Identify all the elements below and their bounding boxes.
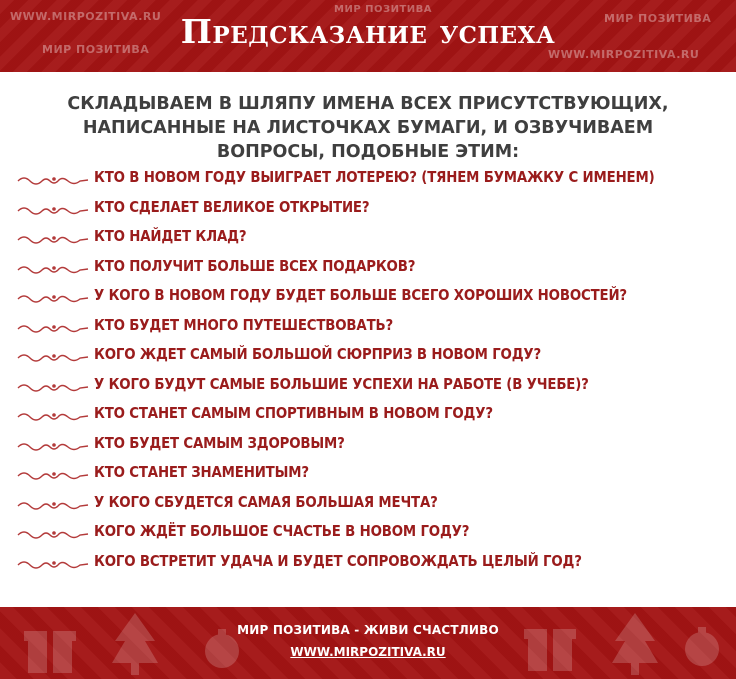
swirl-ornament-icon: [16, 409, 90, 423]
footer-banner: [0, 607, 736, 679]
swirl-ornament-icon: [16, 173, 90, 187]
swirl-ornament-icon: [16, 380, 90, 394]
question-item: [0, 255, 736, 285]
tree-icon: [110, 611, 160, 677]
question-text: У КОГО БУДУТ САМЫЕ БОЛЬШИЕ УСПЕХИ НА РАБОТЕ (В УЧЕБЕ)?: [94, 374, 589, 393]
question-item: [0, 432, 736, 462]
question-text: КТО НАЙДЕТ КЛАД?: [94, 227, 247, 245]
question-item: [0, 166, 736, 196]
watermark: МИР ПОЗИТИВА: [604, 12, 712, 25]
swirl-ornament-icon: [16, 291, 90, 305]
intro-text: СКЛАДЫВАЕМ В ШЛЯПУ ИМЕНА ВСЕХ ПРИСУТСТВУЮЩИХ, НАПИСАННЫЕ НА ЛИСТОЧКАХ БУМАГИ, И ОЗВУЧИВАЕМ ВОПРОСЫ, ПОДОБНЫЕ ЭТИМ:: [67, 94, 669, 162]
watermark: WWW.MIRPOZITIVA.RU: [548, 48, 700, 61]
question-item: [0, 225, 736, 255]
question-item: [0, 314, 736, 344]
question-item: [0, 343, 736, 373]
question-item: [0, 196, 736, 226]
swirl-ornament-icon: [16, 262, 90, 276]
question-text: КТО СТАНЕТ САМЫМ СПОРТИВНЫМ В НОВОМ ГОДУ?: [94, 404, 493, 422]
question-text: КТО БУДЕТ МНОГО ПУТЕШЕСТВОВАТЬ?: [94, 315, 394, 334]
question-item: [0, 491, 736, 521]
footer-slogan: МИР ПОЗИТИВА - ЖИВИ СЧАСТЛИВО: [237, 623, 499, 637]
swirl-ornament-icon: [16, 557, 90, 571]
question-item: [0, 520, 736, 550]
swirl-ornament-icon: [16, 232, 90, 246]
swirl-ornament-icon: [16, 203, 90, 217]
question-text: КОГО ВСТРЕТИТ УДАЧА И БУДЕТ СОПРОВОЖДАТЬ ЦЕЛЫЙ ГОД?: [94, 551, 582, 570]
question-text: КОГО ЖДЁТ БОЛЬШОЕ СЧАСТЬЕ В НОВОМ ГОДУ?: [94, 522, 470, 540]
question-text: У КОГО СБУДЕТСЯ САМАЯ БОЛЬШАЯ МЕЧТА?: [94, 492, 438, 511]
question-text: КТО В НОВОМ ГОДУ ВЫИГРАЕТ ЛОТЕРЕЮ? (ТЯНЕМ БУМАЖКУ С ИМЕНЕМ): [94, 168, 655, 186]
watermark: МИР ПОЗИТИВА: [334, 4, 433, 15]
swirl-ornament-icon: [16, 498, 90, 512]
swirl-ornament-icon: [16, 321, 90, 335]
watermark: WWW.MIRPOZITIVA.RU: [10, 10, 162, 23]
swirl-ornament-icon: [16, 527, 90, 541]
footer-url[interactable]: WWW.MIRPOZITIVA.RU: [290, 645, 446, 659]
header-banner: [0, 0, 736, 72]
question-text: КТО БУДЕТ САМЫМ ЗДОРОВЫМ?: [94, 433, 345, 452]
question-item: [0, 550, 736, 580]
swirl-ornament-icon: [16, 468, 90, 482]
question-list: [0, 166, 736, 579]
question-item: [0, 284, 736, 314]
question-text: КТО ПОЛУЧИТ БОЛЬШЕ ВСЕХ ПОДАРКОВ?: [94, 256, 416, 275]
question-text: КТО СТАНЕТ ЗНАМЕНИТЫМ?: [94, 463, 309, 481]
question-item: [0, 461, 736, 491]
question-item: [0, 402, 736, 432]
question-text: КОГО ЖДЕТ САМЫЙ БОЛЬШОЙ СЮРПРИЗ В НОВОМ ГОДУ?: [94, 345, 542, 363]
watermark: МИР ПОЗИТИВА: [42, 43, 150, 56]
swirl-ornament-icon: [16, 439, 90, 453]
question-text: КТО СДЕЛАЕТ ВЕЛИКОЕ ОТКРЫТИЕ?: [94, 197, 370, 216]
swirl-ornament-icon: [16, 350, 90, 364]
tree-icon: [610, 611, 660, 677]
page-title: Предсказание успеха: [180, 12, 556, 51]
question-text: У КОГО В НОВОМ ГОДУ БУДЕТ БОЛЬШЕ ВСЕГО ХОРОШИХ НОВОСТЕЙ?: [94, 286, 627, 304]
question-item: [0, 373, 736, 403]
